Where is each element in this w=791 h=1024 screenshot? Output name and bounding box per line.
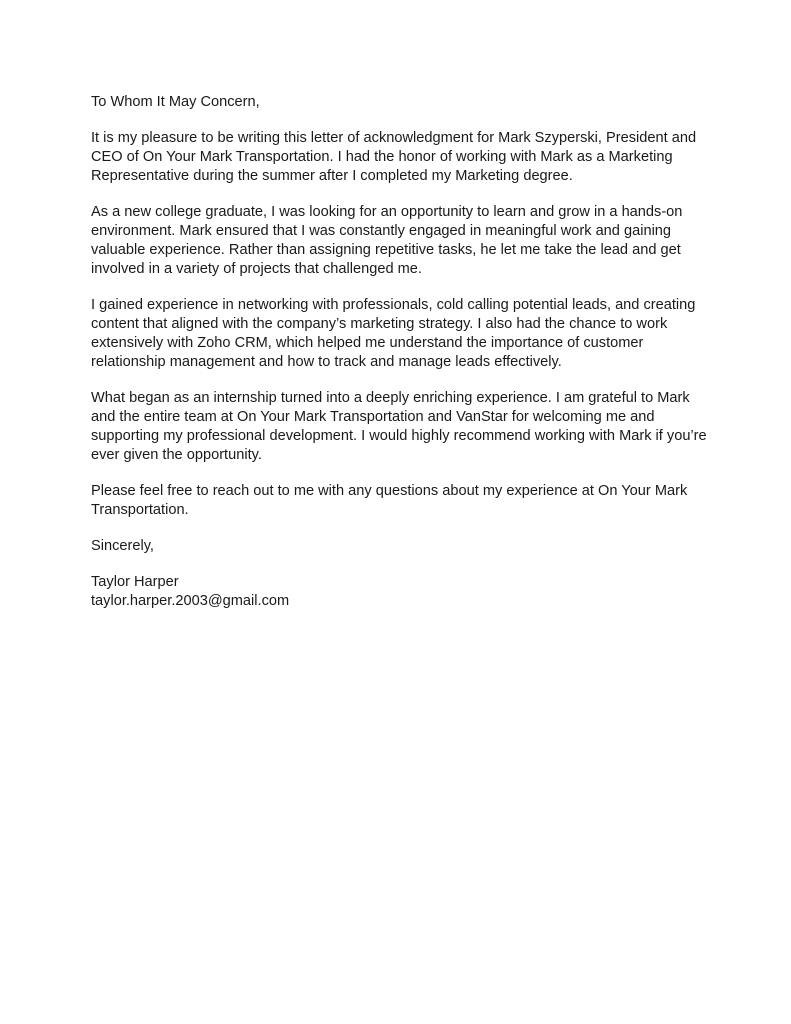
closing: Sincerely, [91,538,154,554]
paragraph-contact [91,482,711,520]
paragraph-line: As a new college graduate, I was looking for an opportunity to learn and grow in a hands-on [91,204,683,220]
paragraph-line: content that aligned with the company’s marketing strategy. I also had the chance to work [91,316,668,332]
paragraph-acknowledgment [91,129,711,186]
paragraph-line: environment. Mark ensured that I was constantly engaged in meaningful work and gaining [91,223,672,239]
paragraph-gratitude [91,389,711,465]
paragraph-line: Please feel free to reach out to me with any questions about my experience at On Your Mark [91,483,688,499]
paragraph-line: supporting my professional development. I would highly recommend working with Mark if you’re [91,428,707,444]
paragraph-line: extensively with Zoho CRM, which helped me understand the importance of customer [91,335,644,351]
letter-page [91,93,711,611]
paragraph-line: involved in a variety of projects that challenged me. [91,261,422,277]
paragraph-line: CEO of On Your Mark Transportation. I had the honor of working with Mark as a Marketing [91,149,673,165]
paragraph-line: Representative during the summer after I completed my Marketing degree. [91,168,573,184]
paragraph-experience [91,296,711,372]
paragraph-line: valuable experience. Rather than assigning repetitive tasks, he let me take the lead and get [91,242,681,258]
paragraph-line: Transportation. [91,502,189,518]
paragraph-line: I gained experience in networking with professionals, cold calling potential leads, and creating [91,297,696,313]
paragraph-line: relationship management and how to track and manage leads effectively. [91,354,562,370]
paragraph-line: and the entire team at On Your Mark Transportation and VanStar for welcoming me and [91,409,655,425]
signature-name: Taylor Harper [91,574,179,590]
paragraph-line: It is my pleasure to be writing this letter of acknowledgment for Mark Szyperski, President and [91,130,697,146]
paragraph-line: What began as an internship turned into a deeply enriching experience. I am grateful to Mark [91,390,690,406]
paragraph-line: ever given the opportunity. [91,447,262,463]
signature-email: taylor.harper.2003@gmail.com [91,593,290,609]
paragraph-graduate [91,203,711,279]
signature-block [91,573,711,611]
salutation: To Whom It May Concern, [91,94,260,110]
